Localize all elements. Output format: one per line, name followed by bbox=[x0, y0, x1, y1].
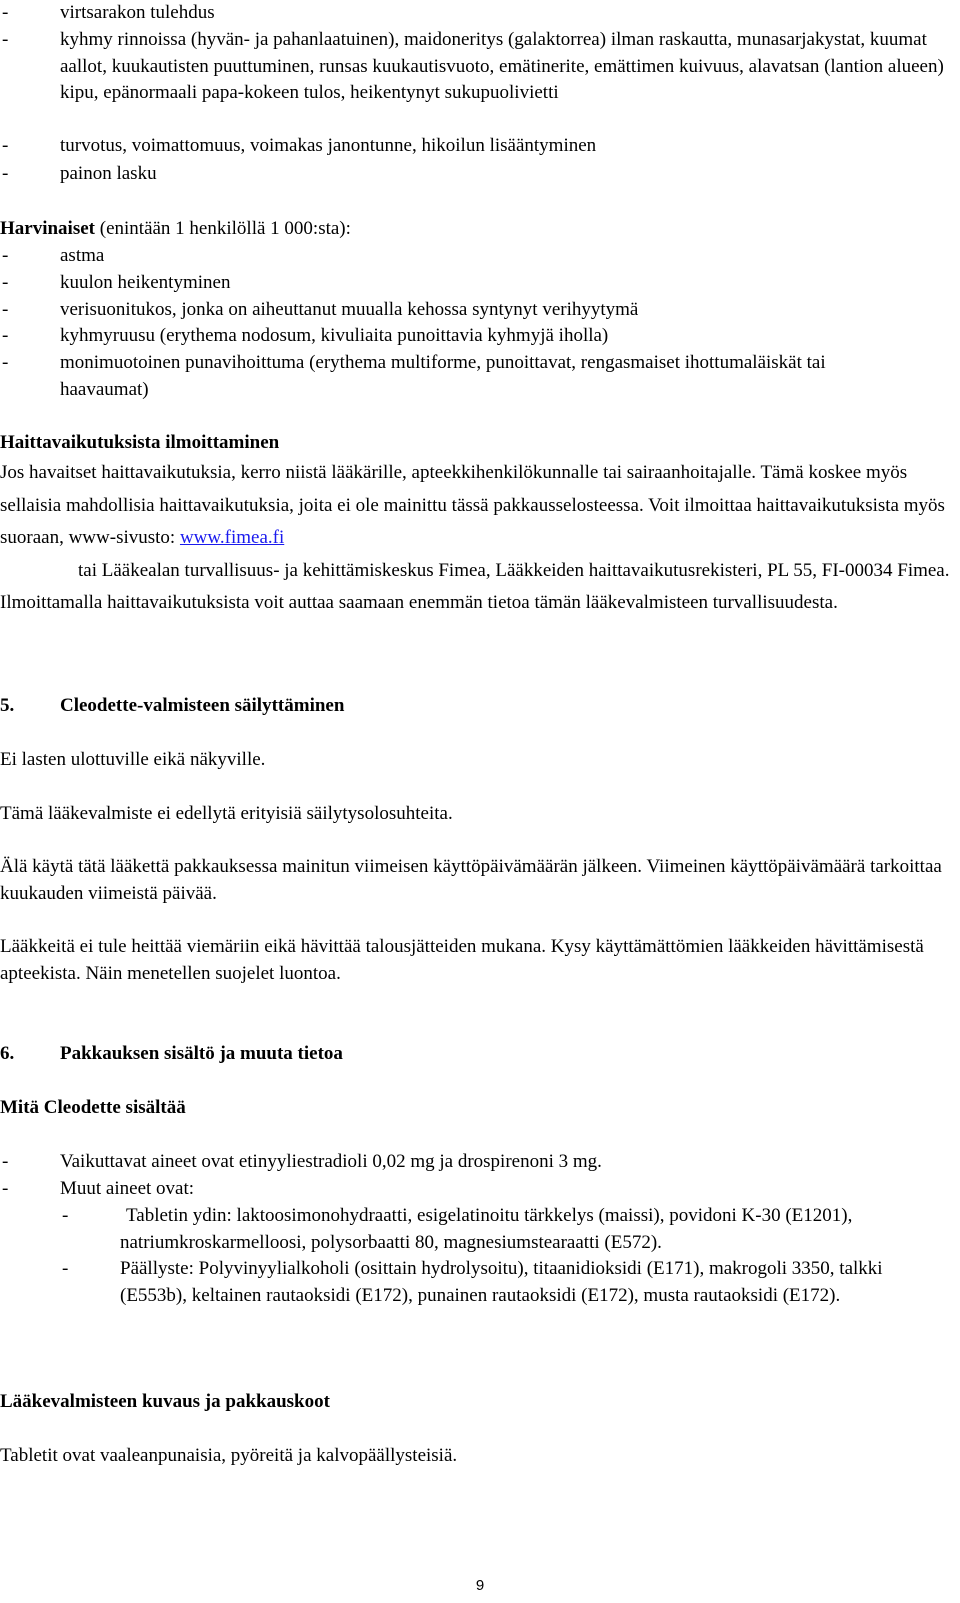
section-5-number: 5. bbox=[0, 695, 15, 716]
list-item bbox=[0, 297, 948, 324]
description-heading: Lääkevalmisteen kuvaus ja pakkauskoot bbox=[0, 1391, 330, 1412]
list-item-text: Tabletin ydin: laktoosimonohydraatti, esigelatinoitu tärkkelys (maissi), povidoni K-30 (E1201), natriumkroskarmelloosi, polysorbaatti 80, magnesiumstearaatti (E572). bbox=[120, 1205, 853, 1253]
list-item-text: virtsarakon tulehdus bbox=[60, 2, 215, 23]
list-dash: - bbox=[2, 272, 9, 293]
page-number: 9 bbox=[475, 1577, 485, 1594]
list-dash: - bbox=[2, 29, 9, 50]
list-item bbox=[0, 323, 948, 350]
list-dash: - bbox=[2, 325, 9, 346]
list-dash: - bbox=[2, 299, 9, 320]
list-dash: - bbox=[2, 135, 9, 156]
list-item bbox=[0, 350, 948, 403]
list-item bbox=[0, 0, 948, 27]
section-5-title: Cleodette-valmisteen säilyttäminen bbox=[60, 695, 345, 716]
list-dash: - bbox=[2, 352, 9, 373]
list-item bbox=[0, 1149, 948, 1176]
list-item bbox=[0, 161, 948, 188]
list-item-text: astma bbox=[60, 245, 105, 266]
section-6-number: 6. bbox=[0, 1043, 15, 1064]
list-dash: - bbox=[2, 1151, 9, 1172]
list-item bbox=[0, 1176, 948, 1203]
list-item bbox=[0, 27, 948, 107]
paragraph: Tämä lääkevalmiste ei edellytä erityisiä säilytysolosuhteita. bbox=[0, 803, 453, 824]
list-dash: - bbox=[2, 2, 9, 23]
list-dash: - bbox=[2, 163, 9, 184]
description-text: Tabletit ovat vaaleanpunaisia, pyöreitä ja kalvopäällysteisiä. bbox=[0, 1445, 458, 1466]
paragraph: Älä käytä tätä lääkettä pakkauksessa mainitun viimeisen käyttöpäivämäärän jälkeen. Viimeinen käyttöpäivämäärä tarkoittaa kuukauden viimeistä päivää. bbox=[0, 856, 942, 904]
sub-list-item bbox=[0, 1203, 948, 1256]
list-item-text: turvotus, voimattomuus, voimakas janontunne, hikoilun lisääntyminen bbox=[60, 135, 597, 156]
list-item bbox=[0, 270, 948, 297]
rare-heading-rest: (enintään 1 henkilöllä 1 000:sta): bbox=[95, 218, 351, 239]
list-dash: - bbox=[62, 1205, 69, 1226]
fimea-link[interactable]: www.fimea.fi bbox=[179, 527, 285, 548]
paragraph: Lääkkeitä ei tule heittää viemäriin eikä hävittää talousjätteiden mukana. Kysy käyttämättömien lääkkeiden hävittämisestä apteekista. Näin menetellen suojelet luontoa. bbox=[0, 936, 924, 984]
reporting-text-before-link: Jos havaitset haittavaikutuksia, kerro niistä lääkärille, apteekkihenkilökunnalle tai sairaanhoitajalle. Tämä koskee myös sellaisia mahdollisia haittavaikutuksia, joita ei ole mainittu tässä pakkausselosteessa. Voit ilmoittaa haittavaikutuksista myös suoraan, www-sivusto: bbox=[0, 462, 945, 548]
list-item-text: Vaikuttavat aineet ovat etinyyliestradioli 0,02 mg ja drospirenoni 3 mg. bbox=[60, 1151, 602, 1172]
rare-heading-bold: Harvinaiset bbox=[0, 218, 95, 239]
paragraph: Ei lasten ulottuville eikä näkyville. bbox=[0, 749, 266, 770]
list-item-text: kyhmyruusu (erythema nodosum, kivuliaita punoittavia kyhmyjä iholla) bbox=[60, 325, 609, 346]
rare-heading bbox=[0, 216, 950, 243]
section-6-heading bbox=[0, 1041, 950, 1068]
list-item-text: kyhmy rinnoissa (hyvän- ja pahanlaatuinen), maidoneritys (galaktorrea) ilman raskautta, munasarjakystat, kuumat aallot, kuukautisten puuttuminen, runsas kuukautisvuoto, emätinerite, emättimen kuivuus, alavatsan (lantion alueen) kipu, epänormaali papa-kokeen tulos, heikentynyt sukupuolivietti bbox=[60, 29, 944, 103]
reporting-paragraph bbox=[0, 457, 950, 620]
section-6-title: Pakkauksen sisältö ja muuta tietoa bbox=[60, 1043, 343, 1064]
list-item-text: Muut aineet ovat: bbox=[60, 1178, 195, 1199]
list-item bbox=[0, 133, 948, 160]
reporting-heading: Haittavaikutuksista ilmoittaminen bbox=[0, 432, 280, 453]
list-item-text: Päällyste: Polyvinyylialkoholi (osittain hydrolysoitu), titaanidioksidi (E171), makrogoli 3350, talkki (E553b), keltainen rautaoksidi (E172), punainen rautaoksidi (E172), musta rautaoksidi (E172). bbox=[120, 1258, 883, 1306]
list-item-text: monimuotoinen punavihoittuma (erythema multiforme, punoittavat, rengasmaiset ihottumaläiskät tai haavaumat) bbox=[60, 352, 826, 400]
contains-heading: Mitä Cleodette sisältää bbox=[0, 1097, 186, 1118]
list-item bbox=[0, 243, 948, 270]
list-dash: - bbox=[62, 1258, 69, 1279]
sub-list-item bbox=[0, 1256, 948, 1309]
reporting-text-after-link: tai Lääkealan turvallisuus- ja kehittämiskeskus Fimea, Lääkkeiden haittavaikutusrekisteri, PL 55, FI-00034 Fimea. Ilmoittamalla haittavaikutuksista voit auttaa saamaan enemmän tietoa tämän lääkevalmisteen turvallisuudesta. bbox=[0, 559, 950, 613]
list-dash: - bbox=[2, 1178, 9, 1199]
list-dash: - bbox=[2, 245, 9, 266]
list-item-text: painon lasku bbox=[60, 163, 157, 184]
list-item-text: kuulon heikentyminen bbox=[60, 272, 231, 293]
list-item-text: verisuonitukos, jonka on aiheuttanut muualla kehossa syntynyt verihyytymä bbox=[60, 299, 639, 320]
section-5-heading bbox=[0, 693, 950, 720]
